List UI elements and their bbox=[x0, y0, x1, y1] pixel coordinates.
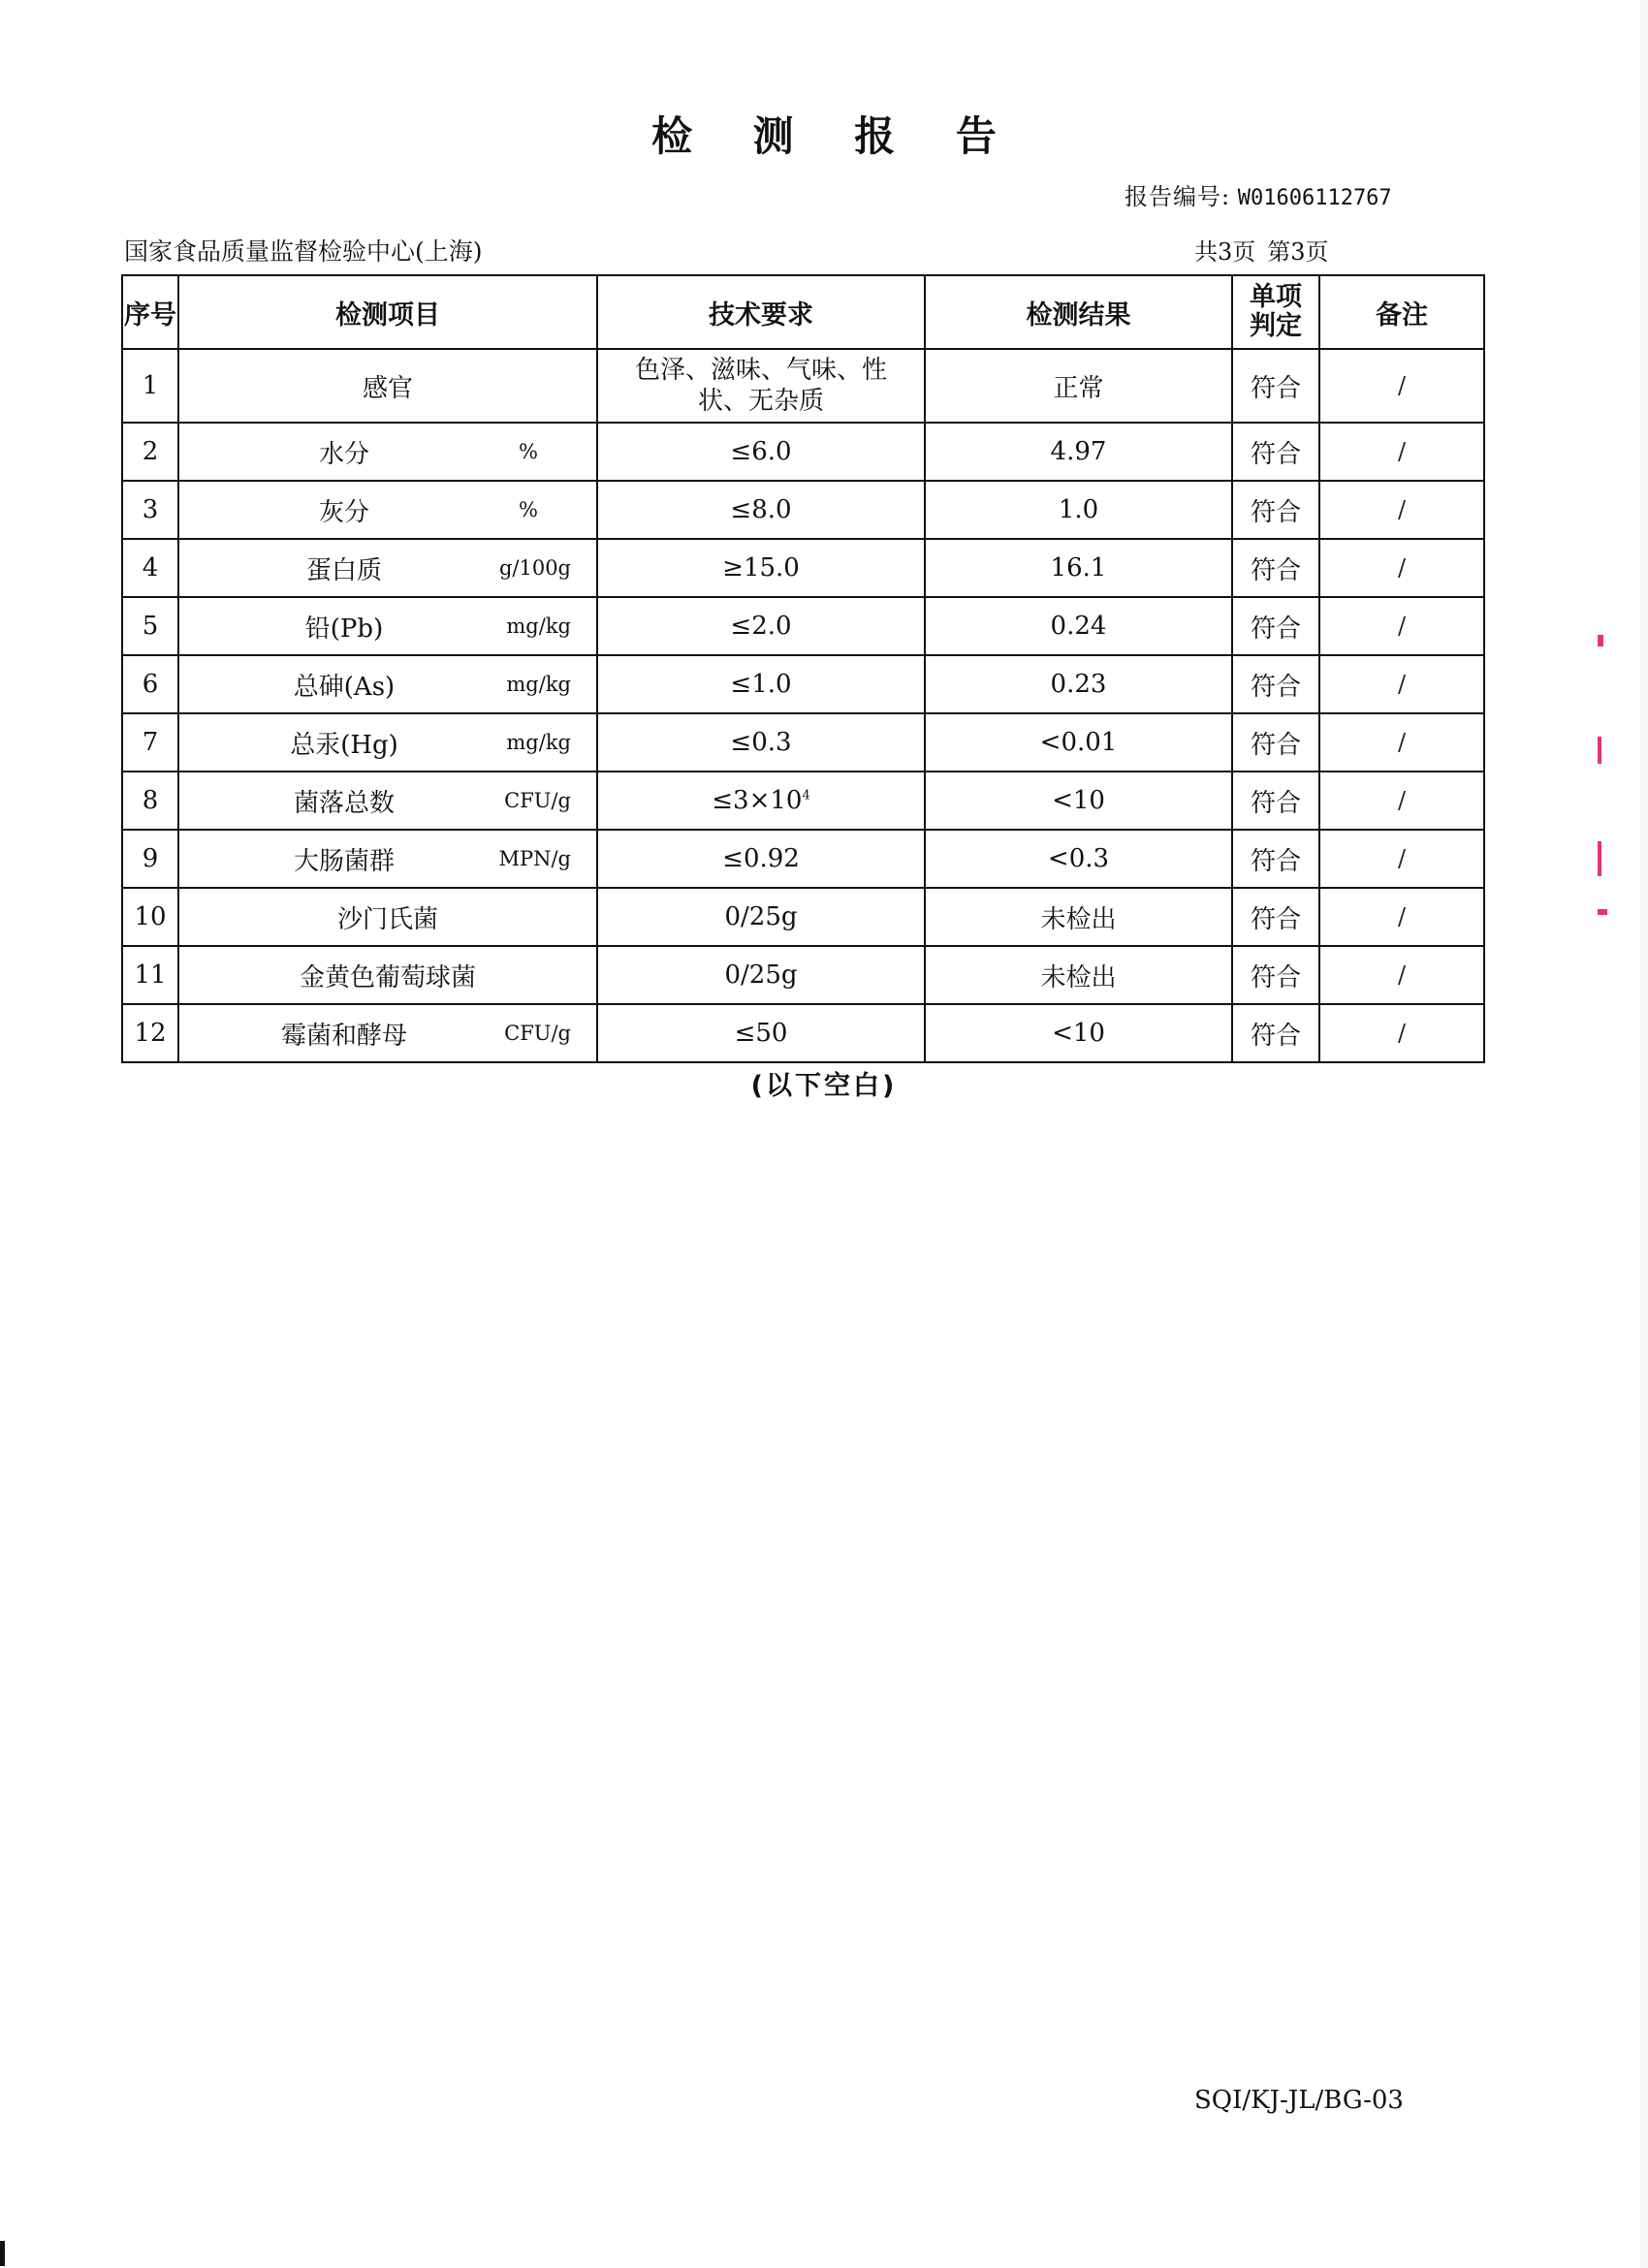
cell-requirement: ≤8.0 bbox=[597, 481, 925, 539]
item-name: 灰分 bbox=[318, 497, 369, 527]
table-header-row bbox=[122, 275, 1484, 349]
item-name: 感官 bbox=[362, 373, 413, 403]
requirement-exponent: 4 bbox=[802, 788, 810, 803]
blank-below-note: (以下空白) bbox=[750, 1071, 898, 1101]
table-row bbox=[122, 539, 1484, 597]
cell-requirement: ≤0.3 bbox=[597, 713, 925, 772]
item-unit: mg/kg bbox=[506, 673, 571, 696]
table-row bbox=[122, 946, 1484, 1004]
cell-no: 10 bbox=[122, 888, 178, 946]
cell-result: <0.3 bbox=[925, 830, 1232, 888]
page-total: 共3页 bbox=[1194, 238, 1256, 266]
cell-item bbox=[178, 539, 597, 597]
cell-item bbox=[178, 423, 597, 481]
report-number-label: 报告编号: bbox=[1125, 183, 1231, 210]
cell-no: 12 bbox=[122, 1004, 178, 1062]
cell-remark: / bbox=[1319, 888, 1484, 946]
cell-result: 4.97 bbox=[925, 423, 1232, 481]
header-judgement-line1: 单项 bbox=[1250, 282, 1302, 312]
header-remark: 备注 bbox=[1319, 275, 1484, 349]
cell-requirement: ≤2.0 bbox=[597, 597, 925, 655]
cell-remark: / bbox=[1319, 1004, 1484, 1062]
cell-remark: / bbox=[1319, 772, 1484, 830]
item-unit: CFU/g bbox=[504, 789, 571, 812]
scan-edge bbox=[1640, 0, 1648, 2268]
seal-mark bbox=[1598, 737, 1601, 764]
cell-no: 9 bbox=[122, 830, 178, 888]
cell-judgement: 符合 bbox=[1232, 655, 1319, 713]
item-name: 铅(Pb) bbox=[304, 614, 384, 644]
cell-judgement: 符合 bbox=[1232, 888, 1319, 946]
report-number bbox=[1125, 177, 1392, 211]
header-judgement-line2: 判定 bbox=[1250, 311, 1302, 341]
cell-judgement: 符合 bbox=[1232, 1004, 1319, 1062]
item-name: 大肠菌群 bbox=[293, 846, 395, 876]
requirement-base: ≤3×10 bbox=[712, 786, 803, 815]
cell-no: 4 bbox=[122, 539, 178, 597]
cell-remark: / bbox=[1319, 597, 1484, 655]
cell-result: <10 bbox=[925, 1004, 1232, 1062]
cell-judgement: 符合 bbox=[1232, 713, 1319, 772]
cell-item bbox=[178, 772, 597, 830]
table-row bbox=[122, 349, 1484, 423]
header-requirement: 技术要求 bbox=[597, 275, 925, 349]
cell-result: <10 bbox=[925, 772, 1232, 830]
cell-item bbox=[178, 655, 597, 713]
header-item: 检测项目 bbox=[178, 275, 597, 349]
cell-judgement: 符合 bbox=[1232, 423, 1319, 481]
cell-item bbox=[178, 349, 597, 423]
cell-requirement: ≤50 bbox=[597, 1004, 925, 1062]
cell-judgement: 符合 bbox=[1232, 539, 1319, 597]
cell-no: 3 bbox=[122, 481, 178, 539]
header-judgement bbox=[1232, 275, 1319, 349]
cell-result: 0.23 bbox=[925, 655, 1232, 713]
cell-remark: / bbox=[1319, 946, 1484, 1004]
seal-mark bbox=[1598, 841, 1601, 876]
cell-result: 0.24 bbox=[925, 597, 1232, 655]
cell-judgement: 符合 bbox=[1232, 349, 1319, 423]
form-code: SQI/KJ-JL/BG-03 bbox=[1194, 2086, 1404, 2115]
table-row bbox=[122, 713, 1484, 772]
cell-remark: / bbox=[1319, 655, 1484, 713]
cell-no: 7 bbox=[122, 713, 178, 772]
item-unit: % bbox=[519, 440, 538, 463]
cell-judgement: 符合 bbox=[1232, 946, 1319, 1004]
item-name: 霉菌和酵母 bbox=[280, 1021, 407, 1051]
report-title: 检 测 报 告 bbox=[651, 112, 1020, 160]
table-row bbox=[122, 597, 1484, 655]
item-name: 蛋白质 bbox=[305, 555, 382, 585]
item-name: 总汞(Hg) bbox=[290, 730, 398, 760]
cell-no: 5 bbox=[122, 597, 178, 655]
item-name: 菌落总数 bbox=[293, 788, 395, 818]
item-unit: mg/kg bbox=[506, 731, 571, 754]
cell-item bbox=[178, 1004, 597, 1062]
cell-remark: / bbox=[1319, 713, 1484, 772]
item-name: 水分 bbox=[318, 439, 369, 469]
cell-result: 未检出 bbox=[925, 888, 1232, 946]
item-unit: CFU/g bbox=[504, 1022, 571, 1045]
table-row bbox=[122, 423, 1484, 481]
cell-item bbox=[178, 713, 597, 772]
seal-mark bbox=[1598, 909, 1607, 915]
cell-requirement: ≥15.0 bbox=[597, 539, 925, 597]
cell-requirement: ≤6.0 bbox=[597, 423, 925, 481]
cell-judgement: 符合 bbox=[1232, 597, 1319, 655]
cell-requirement: ≤0.92 bbox=[597, 830, 925, 888]
item-name: 沙门氏菌 bbox=[336, 904, 438, 934]
cell-result: 1.0 bbox=[925, 481, 1232, 539]
cell-item bbox=[178, 830, 597, 888]
requirement-line1: 色泽、滋味、气味、性 bbox=[634, 356, 887, 385]
cell-result: 16.1 bbox=[925, 539, 1232, 597]
item-unit: mg/kg bbox=[506, 614, 571, 638]
cell-requirement bbox=[597, 772, 925, 830]
cell-no: 2 bbox=[122, 423, 178, 481]
cell-item bbox=[178, 481, 597, 539]
table-row bbox=[122, 481, 1484, 539]
header-result: 检测结果 bbox=[925, 275, 1232, 349]
cell-item bbox=[178, 597, 597, 655]
cell-requirement bbox=[597, 349, 925, 423]
cell-no: 11 bbox=[122, 946, 178, 1004]
cell-no: 8 bbox=[122, 772, 178, 830]
test-results-table bbox=[121, 274, 1485, 1063]
table-row bbox=[122, 655, 1484, 713]
report-number-value: W01606112767 bbox=[1237, 186, 1392, 210]
cell-item bbox=[178, 946, 597, 1004]
table-row bbox=[122, 830, 1484, 888]
seal-mark bbox=[1598, 635, 1603, 646]
cell-item bbox=[178, 888, 597, 946]
cell-result: 未检出 bbox=[925, 946, 1232, 1004]
cell-remark: / bbox=[1319, 830, 1484, 888]
item-name: 总砷(As) bbox=[293, 672, 396, 702]
item-unit: g/100g bbox=[498, 556, 571, 580]
table-row bbox=[122, 772, 1484, 830]
cell-no: 1 bbox=[122, 349, 178, 423]
cell-requirement: 0/25g bbox=[597, 946, 925, 1004]
cell-remark: / bbox=[1319, 481, 1484, 539]
scan-tick bbox=[0, 2241, 5, 2266]
table-row bbox=[122, 1004, 1484, 1062]
organization-name: 国家食品质量监督检验中心(上海) bbox=[124, 237, 483, 266]
cell-judgement: 符合 bbox=[1232, 481, 1319, 539]
table-row bbox=[122, 888, 1484, 946]
cell-result: 正常 bbox=[925, 349, 1232, 423]
cell-remark: / bbox=[1319, 423, 1484, 481]
page-current: 第3页 bbox=[1267, 238, 1329, 266]
cell-judgement: 符合 bbox=[1232, 772, 1319, 830]
cell-judgement: 符合 bbox=[1232, 830, 1319, 888]
header-no: 序号 bbox=[122, 275, 178, 349]
cell-no: 6 bbox=[122, 655, 178, 713]
cell-result: <0.01 bbox=[925, 713, 1232, 772]
requirement-line2: 状、无杂质 bbox=[697, 387, 824, 416]
cell-requirement: ≤1.0 bbox=[597, 655, 925, 713]
item-unit: % bbox=[519, 498, 538, 521]
cell-remark: / bbox=[1319, 349, 1484, 423]
item-name: 金黄色葡萄球菌 bbox=[299, 962, 476, 992]
page-info bbox=[1194, 233, 1329, 267]
cell-remark: / bbox=[1319, 539, 1484, 597]
cell-requirement: 0/25g bbox=[597, 888, 925, 946]
item-unit: MPN/g bbox=[498, 847, 571, 870]
